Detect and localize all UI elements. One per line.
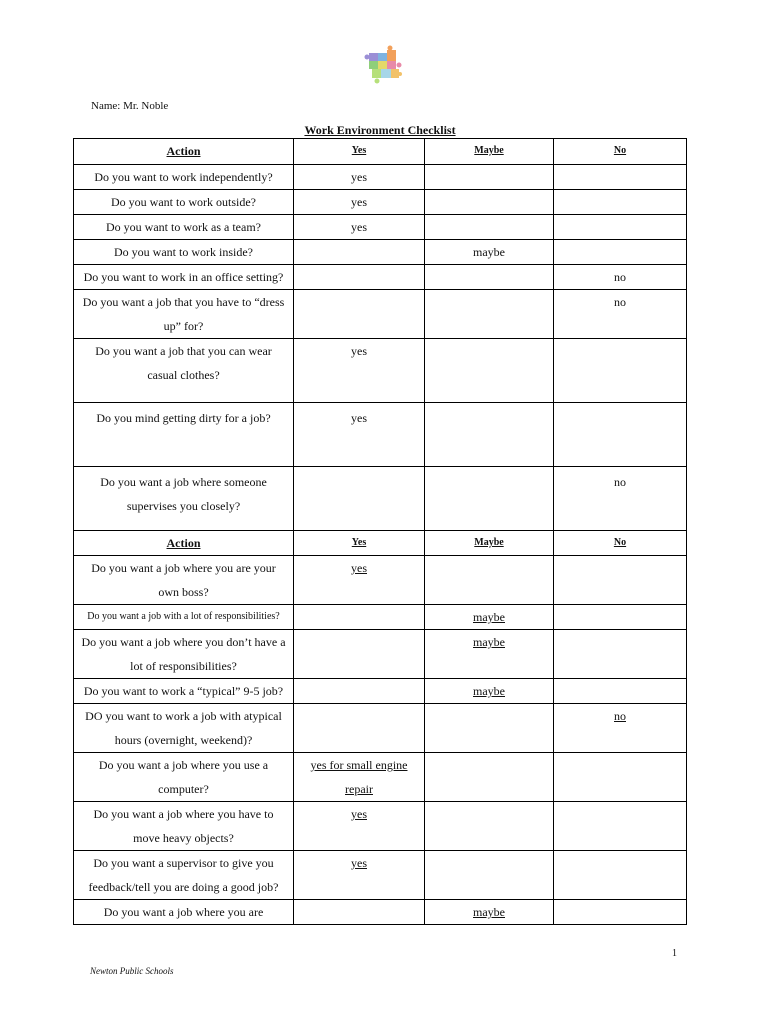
header-action: Action (74, 139, 294, 165)
yes-cell (294, 605, 425, 630)
page-number: 1 (672, 948, 677, 959)
action-cell: Do you want a supervisor to give you feedback/tell you are doing a good job? (74, 851, 294, 900)
action-cell: DO you want to work a job with atypical hours (overnight, weekend)? (74, 704, 294, 753)
maybe-cell (425, 190, 554, 215)
action-cell: Do you want to work a “typical” 9-5 job? (74, 679, 294, 704)
table-header-row-repeat (74, 531, 687, 556)
maybe-cell (425, 556, 554, 605)
maybe-cell (425, 851, 554, 900)
action-cell: Do you want to work as a team? (74, 215, 294, 240)
action-cell: Do you want a job where you are your own boss? (74, 556, 294, 605)
table-row (74, 630, 687, 679)
maybe-cell (425, 403, 554, 467)
maybe-cell (425, 265, 554, 290)
action-cell: Do you want a job where you don’t have a lot of responsibilities? (74, 630, 294, 679)
no-cell: no (554, 467, 687, 531)
maybe-cell: maybe (425, 900, 554, 925)
table-row (74, 802, 687, 851)
action-cell: Do you want to work outside? (74, 190, 294, 215)
table-row (74, 704, 687, 753)
no-cell (554, 630, 687, 679)
header-action: Action (74, 531, 294, 556)
maybe-cell (425, 339, 554, 403)
page-title: Work Environment Checklist (304, 123, 456, 137)
action-cell: Do you want a job with a lot of responsibilities? (74, 605, 294, 630)
action-cell: Do you want to work independently? (74, 165, 294, 190)
yes-cell: yes (294, 190, 425, 215)
table-row (74, 900, 687, 925)
header-yes: Yes (294, 139, 425, 165)
maybe-cell: maybe (425, 630, 554, 679)
yes-cell (294, 467, 425, 531)
yes-cell: yes for small engine repair (294, 753, 425, 802)
footer-organization: Newton Public Schools (90, 966, 174, 976)
maybe-cell: maybe (425, 240, 554, 265)
table-row (74, 679, 687, 704)
maybe-cell (425, 290, 554, 339)
yes-cell (294, 265, 425, 290)
student-name: Name: Mr. Noble (91, 100, 169, 112)
yes-cell: yes (294, 403, 425, 467)
action-cell: Do you mind getting dirty for a job? (74, 403, 294, 467)
yes-cell: yes (294, 556, 425, 605)
action-cell: Do you want to work in an office setting? (74, 265, 294, 290)
table-row (74, 215, 687, 240)
table-row (74, 753, 687, 802)
no-cell: no (554, 704, 687, 753)
puzzle-logo-icon (364, 44, 404, 86)
yes-cell: yes (294, 851, 425, 900)
no-cell (554, 556, 687, 605)
maybe-cell: maybe (425, 605, 554, 630)
table-row (74, 265, 687, 290)
maybe-cell (425, 467, 554, 531)
yes-cell: yes (294, 215, 425, 240)
yes-cell: yes (294, 339, 425, 403)
table-row (74, 290, 687, 339)
table-row (74, 240, 687, 265)
no-cell (554, 190, 687, 215)
no-cell (554, 679, 687, 704)
no-cell (554, 851, 687, 900)
no-cell (554, 339, 687, 403)
yes-cell (294, 679, 425, 704)
table-row (74, 556, 687, 605)
maybe-cell (425, 165, 554, 190)
header-no: No (554, 531, 687, 556)
maybe-cell: maybe (425, 679, 554, 704)
table-row (74, 165, 687, 190)
table-row (74, 403, 687, 467)
header-yes: Yes (294, 531, 425, 556)
action-cell: Do you want a job where you use a computer? (74, 753, 294, 802)
action-cell: Do you want a job that you have to “dress up” for? (74, 290, 294, 339)
table-row (74, 190, 687, 215)
table-row (74, 851, 687, 900)
yes-cell (294, 630, 425, 679)
no-cell (554, 240, 687, 265)
yes-cell (294, 704, 425, 753)
yes-cell (294, 240, 425, 265)
header-maybe: Maybe (425, 531, 554, 556)
table-row (74, 605, 687, 630)
no-cell (554, 900, 687, 925)
checklist-table (73, 138, 687, 925)
yes-cell (294, 290, 425, 339)
no-cell: no (554, 290, 687, 339)
action-cell: Do you want to work inside? (74, 240, 294, 265)
maybe-cell (425, 802, 554, 851)
yes-cell (294, 900, 425, 925)
action-cell: Do you want a job where you have to move heavy objects? (74, 802, 294, 851)
no-cell (554, 403, 687, 467)
action-cell: Do you want a job that you can wear casual clothes? (74, 339, 294, 403)
no-cell (554, 215, 687, 240)
maybe-cell (425, 753, 554, 802)
action-cell: Do you want a job where you are (74, 900, 294, 925)
maybe-cell (425, 704, 554, 753)
table-row (74, 467, 687, 531)
no-cell (554, 605, 687, 630)
yes-cell: yes (294, 165, 425, 190)
header-maybe: Maybe (425, 139, 554, 165)
no-cell (554, 802, 687, 851)
action-cell: Do you want a job where someone supervises you closely? (74, 467, 294, 531)
no-cell: no (554, 265, 687, 290)
header-no: No (554, 139, 687, 165)
no-cell (554, 165, 687, 190)
maybe-cell (425, 215, 554, 240)
no-cell (554, 753, 687, 802)
table-row (74, 339, 687, 403)
table-header-row (74, 139, 687, 165)
yes-cell: yes (294, 802, 425, 851)
